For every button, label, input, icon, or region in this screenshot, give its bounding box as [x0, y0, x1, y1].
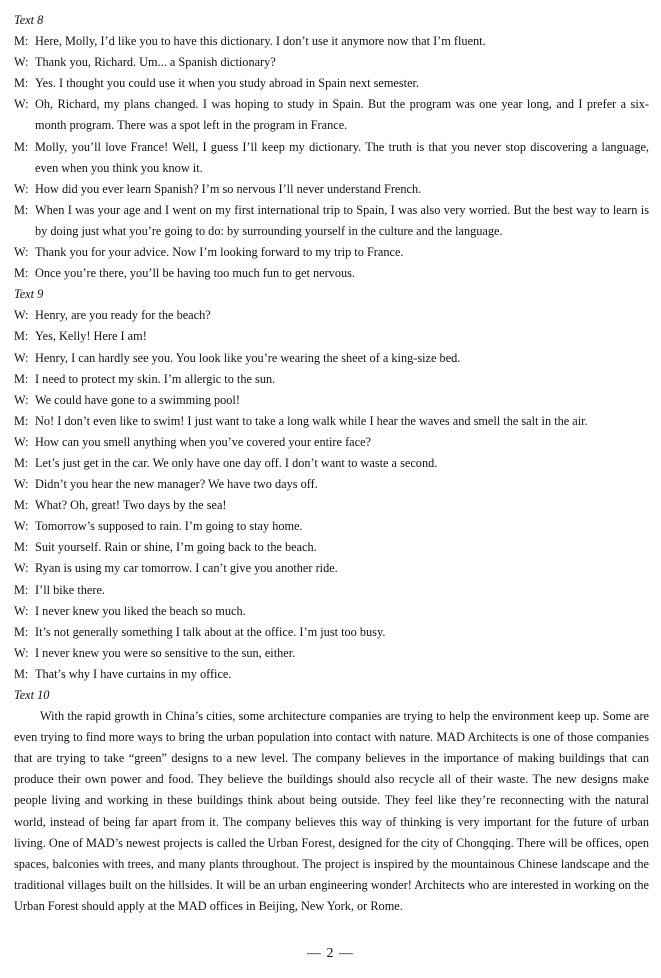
dialogue-line — [14, 643, 649, 664]
dialogue-text: When I was your age and I went on my first international trip to Spain, I was also very worried. But the best way to learn is by doing just what you’re going to do: by surrounding yourself in the culture and the language. — [35, 202, 649, 238]
speaker-label: M: — [14, 666, 29, 681]
dialogue-line — [14, 453, 649, 474]
dialogue-text: I never knew you were so sensitive to the sun, either. — [35, 645, 296, 660]
dialogue-text: No! I don’t even like to swim! I just want to take a long walk while I hear the waves and smell the salt in the air. — [35, 413, 588, 428]
dialogue-line — [14, 601, 649, 622]
speaker-label: M: — [14, 76, 29, 91]
dialogue-line — [14, 200, 649, 242]
speaker-label: W: — [14, 308, 29, 323]
speaker-label: M: — [14, 139, 29, 154]
dialogue-line — [14, 263, 649, 284]
dialogue-line — [14, 31, 649, 52]
dialogue-text: Once you’re there, you’ll be having too much fun to get nervous. — [35, 266, 355, 281]
dialogue-text: How can you smell anything when you’ve covered your entire face? — [35, 434, 371, 449]
dialogue-text: Here, Molly, I’d like you to have this dictionary. I don’t use it anymore now that I’m fluent. — [35, 34, 486, 49]
dialogue-line — [14, 390, 649, 411]
dialogue-text: I never knew you liked the beach so much. — [35, 603, 246, 618]
speaker-label: M: — [14, 202, 29, 217]
speaker-label: M: — [14, 624, 29, 639]
speaker-label: M: — [14, 498, 29, 513]
speaker-label: M: — [14, 329, 29, 344]
dialogue-line — [14, 326, 649, 347]
dialogue-line — [14, 94, 649, 136]
speaker-label: M: — [14, 34, 29, 49]
dialogue-line — [14, 537, 649, 558]
dialogue-text: What? Oh, great! Two days by the sea! — [35, 498, 227, 513]
monologue-paragraph: With the rapid growth in China’s cities, some architecture companies are trying to help the environment keep up. Some are even trying to find more ways to bring the urban population into contact with nature. MAD Architects is one of those companies that are trying to take “green” designs to a new level. The company believes in the importance of making buildings that can produce their own power and food. They believe the buildings should also recycle all of their waste. The new designs make people living and working in these buildings think about being outside. They feel like they’re reconnecting with the natural world, instead of being far apart from it. The company believes this way of thinking is very important for the future of urban living. One of MAD’s newest projects is called the Urban Forest, designed for the city of Chongqing. There will be offices, open spaces, balconies with trees, and many plants throughout. The project is inspired by the mountainous Chinese landscape and the traditional villages built on the hillsides. It will be an urban engineering wonder! Architects who are interested in working on the Urban Forest should apply at the MAD offices in Beijing, New York, or Rome. — [14, 709, 649, 913]
dialogue-line — [14, 664, 649, 685]
dialogue-text: Didn’t you hear the new manager? We have two days off. — [35, 477, 318, 492]
dialogue-line — [14, 432, 649, 453]
speaker-label: W: — [14, 245, 29, 260]
speaker-label: W: — [14, 55, 29, 70]
dialogue-text: Yes, Kelly! Here I am! — [35, 329, 147, 344]
speaker-label: W: — [14, 519, 29, 534]
dialogue-text: That’s why I have curtains in my office. — [35, 666, 232, 681]
dialogue-text: I need to protect my skin. I’m allergic to the sun. — [35, 371, 276, 386]
speaker-label: M: — [14, 455, 29, 470]
dialogue-text: Let’s just get in the car. We only have one day off. I don’t want to waste a second. — [35, 455, 438, 470]
section-title-text-9: Text 9 — [14, 287, 44, 302]
dialogue-text: I’ll bike there. — [35, 582, 105, 597]
dialogue-text: We could have gone to a swimming pool! — [35, 392, 240, 407]
dialogue-line — [14, 474, 649, 495]
dialogue-text: Molly, you’ll love France! Well, I guess I’ll keep my dictionary. The truth is that you never stop discovering a language, even when you think you know it. — [35, 139, 649, 175]
dialogue-text: Yes. I thought you could use it when you study abroad in Spain next semester. — [35, 76, 420, 91]
dialogue-text: How did you ever learn Spanish? I’m so nervous I’ll never understand French. — [35, 181, 422, 196]
dialogue-line — [14, 137, 649, 179]
dialogue-text: Henry, I can hardly see you. You look like you’re wearing the sheet of a king-size bed. — [35, 350, 461, 365]
speaker-label: M: — [14, 540, 29, 555]
dialogue-line — [14, 369, 649, 390]
speaker-label: W: — [14, 561, 29, 576]
speaker-label: W: — [14, 434, 29, 449]
dialogue-line — [14, 411, 649, 432]
dialogue-text: Ryan is using my car tomorrow. I can’t give you another ride. — [35, 561, 338, 576]
dialogue-text: Thank you, Richard. Um... a Spanish dictionary? — [35, 55, 276, 70]
speaker-label: M: — [14, 413, 29, 428]
dialogue-line — [14, 52, 649, 73]
speaker-label: W: — [14, 350, 29, 365]
dialogue-text-9 — [14, 305, 649, 685]
dialogue-text: It’s not generally something I talk about at the office. I’m just too busy. — [35, 624, 386, 639]
dialogue-text: Suit yourself. Rain or shine, I’m going back to the beach. — [35, 540, 317, 555]
dialogue-text: Henry, are you ready for the beach? — [35, 308, 211, 323]
dialogue-line — [14, 580, 649, 601]
dialogue-line — [14, 516, 649, 537]
page-number: — 2 — — [307, 946, 354, 961]
document-page — [14, 10, 649, 917]
speaker-label: M: — [14, 266, 29, 281]
section-title-text-10: Text 10 — [14, 688, 50, 702]
speaker-label: M: — [14, 582, 29, 597]
speaker-label: W: — [14, 477, 29, 492]
dialogue-line — [14, 622, 649, 643]
speaker-label: W: — [14, 392, 29, 407]
section-title-text-8: Text 8 — [14, 13, 44, 27]
dialogue-line — [14, 179, 649, 200]
dialogue-text: Thank you for your advice. Now I’m looking forward to my trip to France. — [35, 245, 404, 260]
dialogue-line — [14, 73, 649, 94]
dialogue-line — [14, 305, 649, 326]
dialogue-line — [14, 242, 649, 263]
speaker-label: W: — [14, 181, 29, 196]
dialogue-line — [14, 348, 649, 369]
dialogue-text: Oh, Richard, my plans changed. I was hoping to study in Spain. But the program was one year long, and I prefer a six-month program. There was a spot left in the program in France. — [35, 97, 649, 133]
speaker-label: W: — [14, 97, 29, 112]
dialogue-text: Tomorrow’s supposed to rain. I’m going to stay home. — [35, 519, 303, 534]
speaker-label: W: — [14, 603, 29, 618]
dialogue-text-8 — [14, 31, 649, 284]
speaker-label: W: — [14, 645, 29, 660]
speaker-label: M: — [14, 371, 29, 386]
dialogue-line — [14, 495, 649, 516]
dialogue-line — [14, 558, 649, 579]
